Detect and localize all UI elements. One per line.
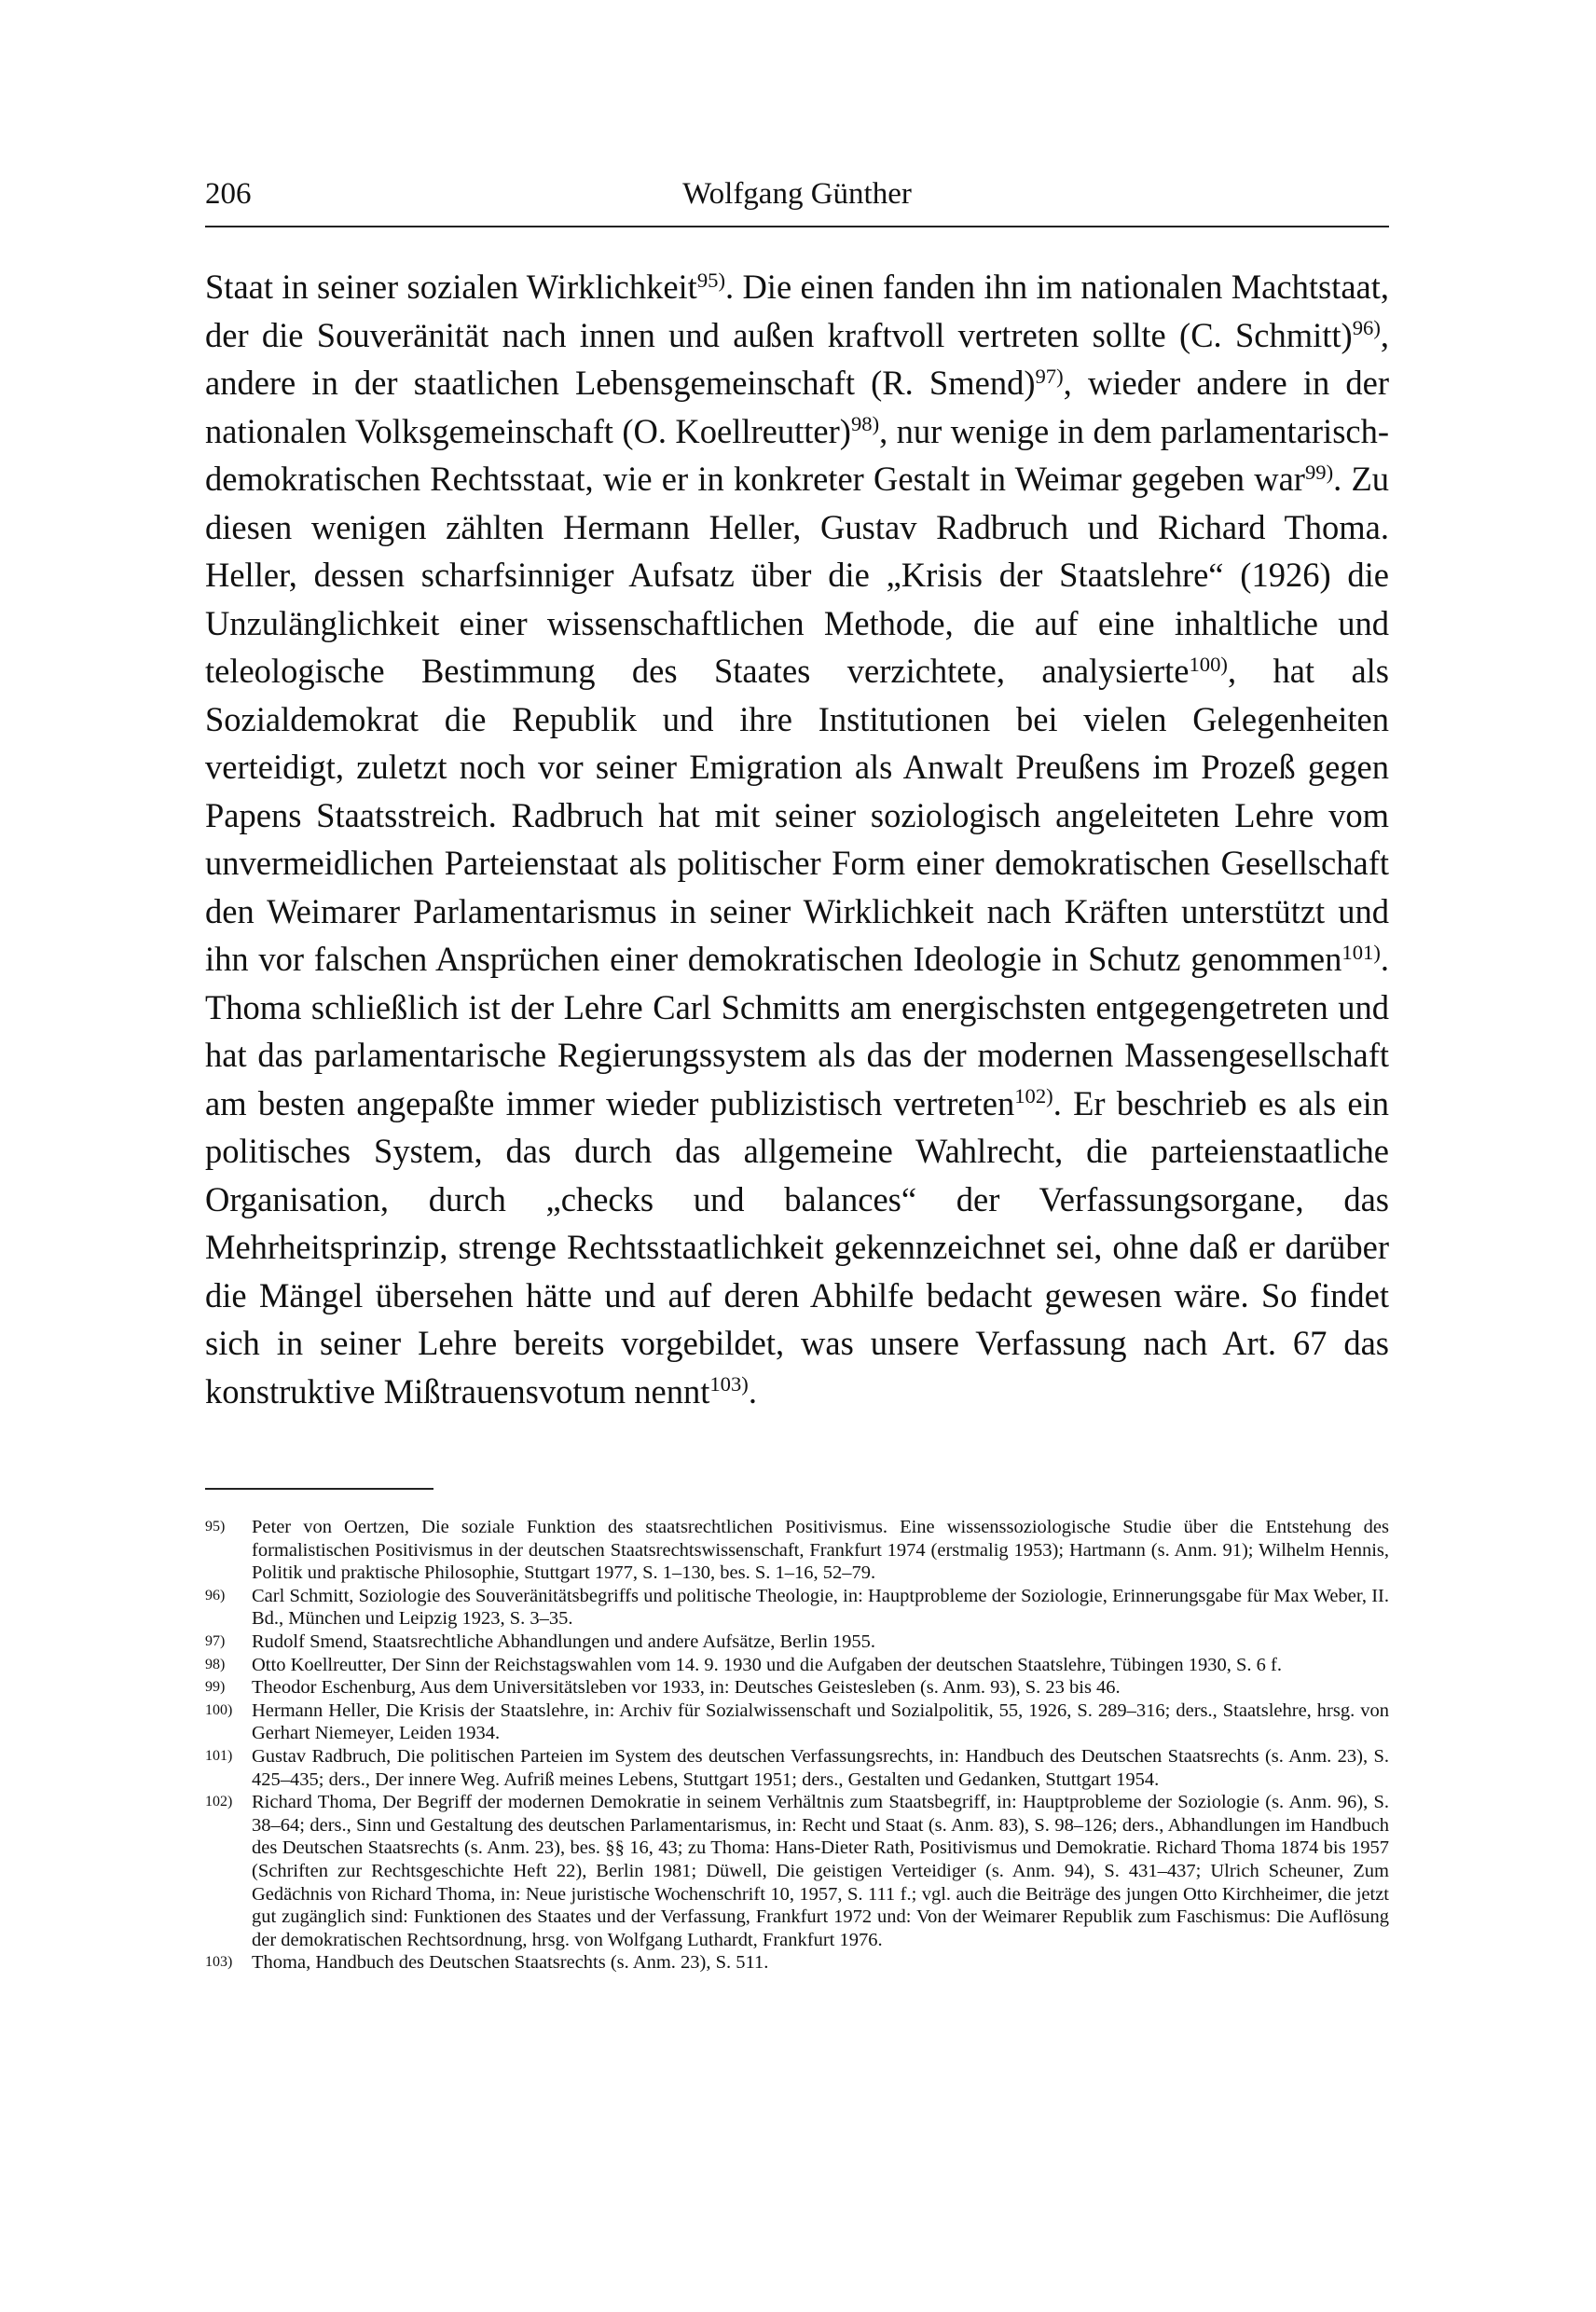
footnote-rule xyxy=(205,1488,433,1490)
footnote-number: 96) xyxy=(205,1587,226,1603)
page-number: 206 xyxy=(205,177,252,211)
body-text xyxy=(205,263,1389,1415)
footnote xyxy=(205,1654,1389,1677)
footnote-text: Richard Thoma, Der Begriff der modernen Demokratie in seinem Verhältnis zum Staatsbegriff, in: Hauptprobleme der Soziologie (s. Anm. 96), S. 38–64; ders., Sinn und Gestaltung des deutschen Parlamentarismus, in: Recht und Staat (s. Anm. 83), S. 98–126; ders., Abhandlungen im Handbuch des Deutschen Staatsrechts (s. Anm. 23), bes. §§ 16, 43; zu Thoma: Hans-Dieter Rath, Positivismus und Demokratie. Richard Thoma 1874 bis 1957 (Schriften zur Rechtsgeschichte Heft 22), Berlin 1981; Düwell, Die geistigen Verteidiger (s. Anm. 94), S. 431–437; Ulrich Scheuner, Zum Gedächnis von Richard Thoma, in: Neue juristische Wochenschrift 10, 1957, S. 111 f.; vgl. auch die Beiträge des jungen Otto Kirchheimer, die jetzt gut zugänglich sind: Funktionen des Staates und der Verfassung, Frankfurt 1972 und: Von der Weimarer Republik zum Faschismus: Die Auflösung der demokratischen Rechtsordnung, hrsg. von Wolfgang Luthardt, Frankfurt 1976. xyxy=(252,1792,1389,1950)
footnote-reference: 95) xyxy=(696,268,725,292)
footnote-reference: 100) xyxy=(1189,652,1228,676)
body-text-run: . Die einen fanden ihn im nationalen Machtstaat, der die Souveränität nach innen und außen kraftvoll vertreten sollte (C. Schmitt) xyxy=(205,268,1389,354)
footnote-number: 99) xyxy=(205,1679,226,1696)
footnote xyxy=(205,1700,1389,1745)
footnote-reference: 99) xyxy=(1304,460,1334,484)
body-text-run: Staat in seiner sozialen Wirklichkeit xyxy=(205,268,697,306)
footnote-reference: 101) xyxy=(1341,940,1381,964)
header-rule xyxy=(205,226,1389,227)
footnote xyxy=(205,1585,1389,1631)
body-paragraph xyxy=(205,263,1389,1415)
document-page xyxy=(205,168,1389,1975)
footnote-reference: 102) xyxy=(1014,1084,1053,1108)
footnote-number: 101) xyxy=(205,1747,233,1764)
footnote-text: Hermann Heller, Die Krisis der Staatslehre, in: Archiv für Sozialwissenschaft und Sozialpolitik, 55, 1926, S. 289–316; ders., Staatslehre, hrsg. von Gerhart Niemeyer, Leiden 1934. xyxy=(252,1700,1389,1744)
footnote-reference: 98) xyxy=(850,412,880,436)
footnote-number: 102) xyxy=(205,1794,233,1810)
footnote xyxy=(205,1516,1389,1585)
body-text-run: . Zu diesen wenigen zählten Hermann Heller, Gustav Radbruch und Richard Thoma. Heller, dessen scharfsinniger Aufsatz über die „Krisis der Staatslehre“ (1926) die Unzulänglichkeit einer wissenschaftlichen Methode, die auf eine inhaltliche und teleologische Bestimmung des Staates verzichtete, analysierte xyxy=(205,460,1389,690)
footnote-text: Gustav Radbruch, Die politischen Parteien im System des deutschen Verfassungsrechts, in: Handbuch des Deutschen Staatsrechts (s. Anm. 23), S. 425–435; ders., Der innere Weg. Aufriß meines Lebens, Stuttgart 1951; ders., Gestalten und Gedanken, Stuttgart 1954. xyxy=(252,1745,1389,1790)
footnote xyxy=(205,1791,1389,1951)
footnote-number: 97) xyxy=(205,1632,226,1649)
footnote xyxy=(205,1676,1389,1700)
footnote xyxy=(205,1951,1389,1975)
footnote-text: Thoma, Handbuch des Deutschen Staatsrechts (s. Anm. 23), S. 511. xyxy=(252,1952,769,1974)
body-text-run: . Er beschrieb es als ein politisches System, das durch das allgemeine Wahlrecht, die parteienstaatliche Organisation, durch „checks und balances“ der Verfassungsorgane, das Mehrheitsprinzip, strenge Rechtsstaatlichkeit gekennzeichnet sei, ohne daß er darüber die Mängel übersehen hätte und auf deren Abhilfe bedacht gewesen wäre. So findet sich in seiner Lehre bereits vorgebildet, was unsere Verfassung nach Art. 67 das konstruktive Mißtrauensvotum nennt xyxy=(205,1083,1390,1411)
page-header xyxy=(205,168,1389,220)
footnote-text: Carl Schmitt, Soziologie des Souveränitätsbegriffs und politische Theologie, in: Hauptprobleme der Soziologie, Erinnerungsgabe für Max Weber, II. Bd., München und Leipzig 1923, S. 3–35. xyxy=(252,1585,1389,1630)
footnote-number: 103) xyxy=(205,1954,233,1971)
footnote xyxy=(205,1745,1389,1791)
footnote-number: 95) xyxy=(205,1519,226,1534)
footnote-text: Otto Koellreutter, Der Sinn der Reichstagswahlen vom 14. 9. 1930 und die Aufgaben der deutschen Staatslehre, Tübingen 1930, S. 6 f. xyxy=(252,1654,1282,1675)
footnote-text: Rudolf Smend, Staatsrechtliche Abhandlungen und andere Aufsätze, Berlin 1955. xyxy=(252,1631,875,1652)
footnote-number: 100) xyxy=(205,1701,233,1718)
footnote-reference: 103) xyxy=(709,1372,749,1397)
footnote-number: 98) xyxy=(205,1656,226,1672)
body-text-run: , hat als Sozialdemokrat die Republik und ihre Institutionen bei vielen Gelegenheiten verteidigt, zuletzt noch vor seiner Emigration als Anwalt Preußens im Prozeß gegen Papens Staatsstreich. Radbruch hat mit seiner soziologisch angeleiteten Lehre vom unvermeidlichen Parteienstaat als politischer Form einer demokratischen Gesellschaft den Weimarer Parlamentarismus in seiner Wirklichkeit nach Kräften unterstützt und ihn vor falschen Ansprüchen einer demokratischen Ideologie in Schutz genommen xyxy=(205,652,1389,978)
footnote-text: Peter von Oertzen, Die soziale Funktion des staatsrechtlichen Positivismus. Eine wissenssoziologische Studie über die Entstehung des formalistischen Positivismus in der deutschen Staatsrechtswissenschaft, Frankfurt 1974 (erstmalig 1953); Hartmann (s. Anm. 91); Wilhelm Hennis, Politik und praktische Philosophie, Stuttgart 1977, S. 1–130, bes. S. 1–16, 52–79. xyxy=(252,1517,1389,1584)
footnote-text: Theodor Eschenburg, Aus dem Universitätsleben vor 1933, in: Deutsches Geistesleben (s. Anm. 93), S. 23 bis 46. xyxy=(252,1677,1121,1699)
body-text-run: , wieder andere in der nationalen Volksgemeinschaft (O. Koellreutter) xyxy=(205,364,1390,450)
footnote-reference: 97) xyxy=(1035,364,1064,388)
body-text-run: . xyxy=(748,1371,757,1411)
footnotes xyxy=(205,1516,1389,1975)
running-head: Wolfgang Günther xyxy=(682,177,912,211)
body-text-run: . Thoma schließlich ist der Lehre Carl Schmitts am energischsten entgegengetreten und hat das parlamentarische Regierungssystem als das der modernen Massengesellschaft am besten angepaßte immer wieder publizistisch vertreten xyxy=(205,940,1389,1122)
footnote-reference: 96) xyxy=(1352,316,1381,340)
footnote xyxy=(205,1631,1389,1654)
body-text-run: , nur wenige in dem parlamentarisch-demokratischen Rechtsstaat, wie er in konkreter Gestalt in Weimar gegeben war xyxy=(205,411,1390,498)
body-text-run: , andere in der staatlichen Lebensgemeinschaft (R. Smend) xyxy=(205,315,1389,402)
